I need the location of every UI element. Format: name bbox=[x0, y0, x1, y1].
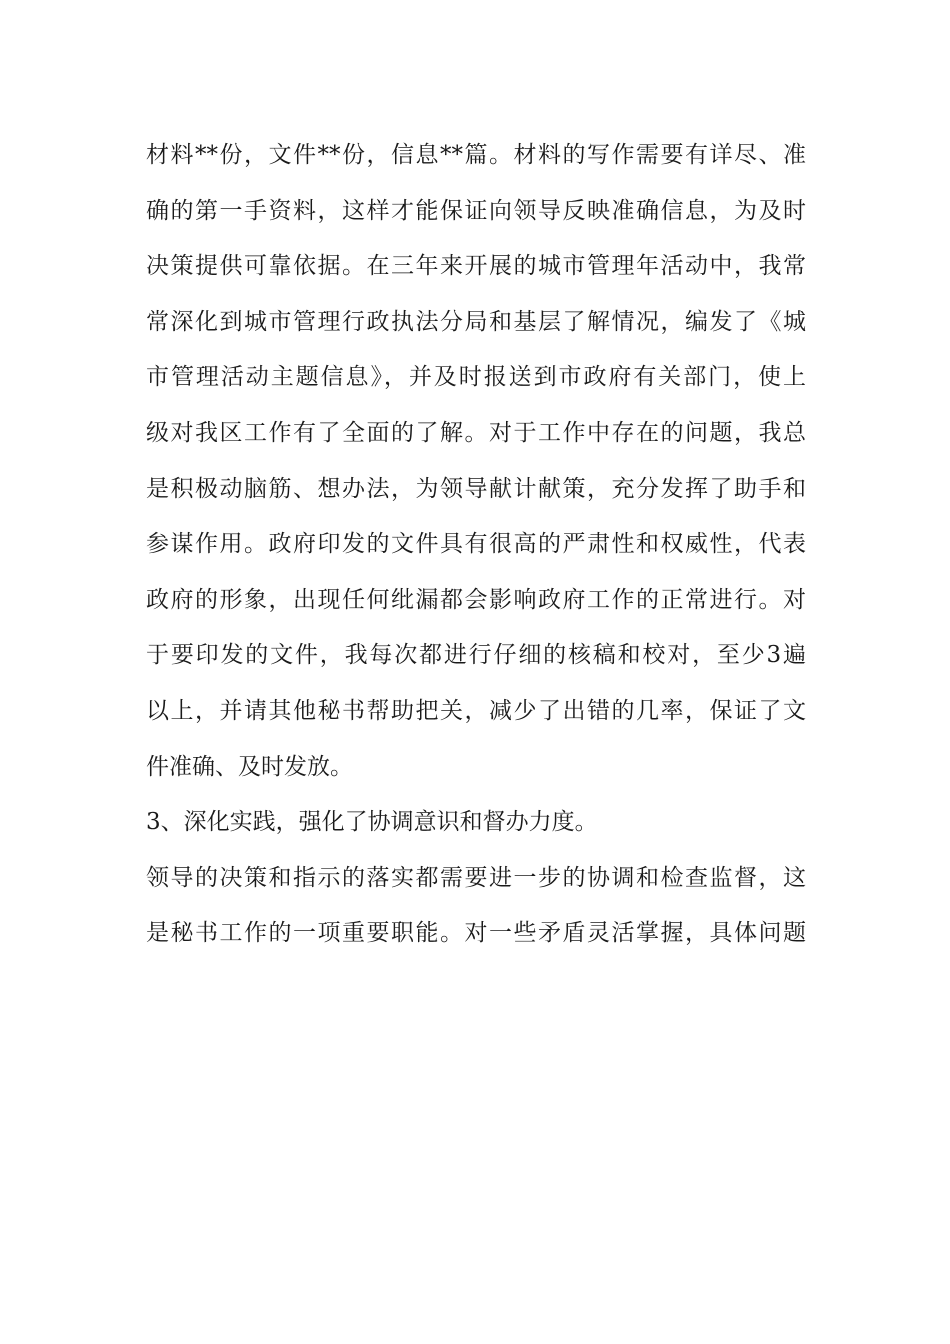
text-line: 参谋作用。政府印发的文件具有很高的严肃性和权威性，代表 bbox=[146, 531, 806, 558]
text-line: 常深化到城市管理行政执法分局和基层了解情况，编发了《城 bbox=[146, 308, 806, 335]
text-line: 是积极动脑筋、想办法，为领导献计献策，充分发挥了助手和 bbox=[146, 475, 806, 502]
text-line: 以上，并请其他秘书帮助把关，减少了出错的几率，保证了文 bbox=[146, 697, 806, 724]
section-heading: 3、深化实践，强化了协调意识和督办力度。 bbox=[146, 809, 598, 836]
text-line: 领导的决策和指示的落实都需要进一步的协调和检查监督，这 bbox=[146, 864, 806, 891]
text-line: 材料**份，文件**份，信息**篇。材料的写作需要有详尽、准 bbox=[146, 142, 806, 168]
text-line: 是秘书工作的一项重要职能。对一些矛盾灵活掌握，具体问题 bbox=[146, 920, 806, 947]
text-line: 确的第一手资料，这样才能保证向领导反映准确信息，为及时 bbox=[146, 197, 806, 224]
paragraph-end-line: 件准确、及时发放。 bbox=[146, 753, 353, 780]
text-line: 级对我区工作有了全面的了解。对于工作中存在的问题，我总 bbox=[146, 419, 806, 446]
text-line: 于要印发的文件，我每次都进行仔细的核稿和校对，至少3遍 bbox=[146, 642, 806, 669]
text-line: 市管理活动主题信息》，并及时报送到市政府有关部门，使上 bbox=[146, 364, 806, 391]
document-body bbox=[146, 128, 806, 962]
text-line: 决策提供可靠依据。在三年来开展的城市管理年活动中，我常 bbox=[146, 253, 806, 280]
text-line: 政府的形象，出现任何纰漏都会影响政府工作的正常进行。对 bbox=[146, 586, 806, 613]
